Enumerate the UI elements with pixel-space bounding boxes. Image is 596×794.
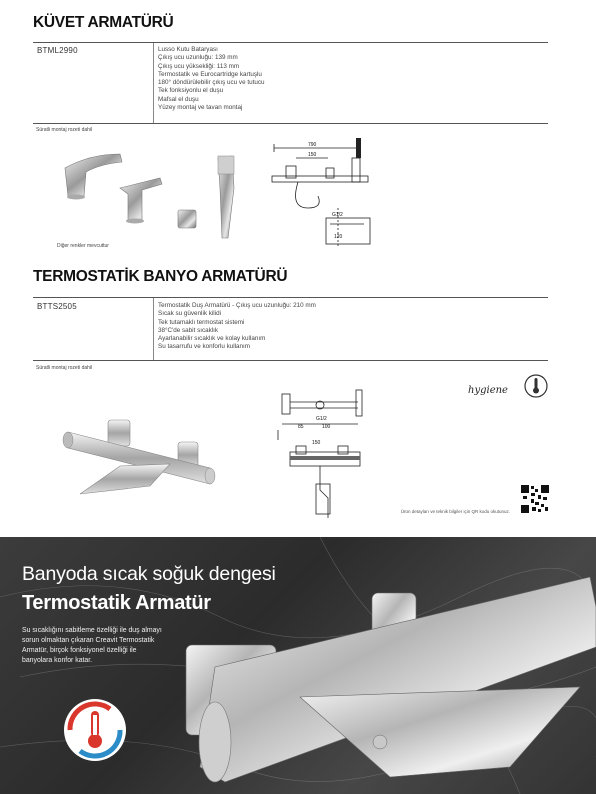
dimension-label: 85	[298, 424, 304, 430]
feature-list	[158, 302, 316, 352]
table-divider	[153, 43, 154, 123]
feature-item: Termostatik ve Eurocartridge kartuşlu	[158, 70, 262, 78]
section-title-thermostatic: TERMOSTATİK BANYO ARMATÜRÜ	[33, 268, 288, 285]
feature-item: Lusso Kutu Bataryası	[158, 46, 218, 53]
dimension-label: G1/2	[316, 416, 327, 422]
hot-cold-temperature-icon	[62, 697, 128, 763]
feature-item: 38°C'de sabit sıcaklık	[158, 326, 219, 334]
qr-caption: Ürün detayları ve teknik bilgiler için QR kodu okutunuz.	[400, 509, 510, 514]
feature-list	[158, 46, 264, 112]
dimension-label: 790	[308, 142, 317, 148]
dimension-label: 150	[312, 440, 321, 446]
feature-item: Çıkış ucu uzunluğu: 139 mm	[158, 54, 238, 62]
feature-item: Ayarlanabilir sıcaklık ve kolay kullanım	[158, 335, 266, 343]
technical-drawing-bath	[268, 138, 378, 256]
feature-item: Su tasarrufu ve konforlu kullanım	[158, 343, 251, 351]
other-colors-caption: Diğer renkler mevcuttur	[57, 243, 109, 249]
spec-table-thermostatic	[33, 297, 548, 361]
feature-item: Tek fonksiyonlu el duşu	[158, 87, 224, 95]
mounting-note: Süratli montaj rozeti dahil	[36, 127, 93, 133]
dimension-label: G1/2	[332, 212, 343, 218]
feature-item: 180° döndürülebilir çıkış ucu ve tutucu	[158, 79, 265, 87]
hero-title: Termostatik Armatür	[22, 592, 211, 614]
spec-table-bath	[33, 42, 548, 124]
feature-item: Termostatik Duş Armatürü - Çıkış ucu uzunluğu: 210 mm	[158, 302, 316, 309]
dimension-label: 100	[322, 424, 331, 430]
dimension-label: 120	[334, 234, 343, 240]
feature-item: Mafsal el duşu	[158, 95, 199, 103]
feature-item: Çıkış ucu yüksekliği: 113 mm	[158, 62, 240, 70]
hero-banner	[0, 537, 596, 794]
section-title-bath: KÜVET ARMATÜRÜ	[33, 14, 174, 31]
bath-faucet-set-image	[50, 148, 260, 248]
mounting-note: Süratli montaj rozeti dahil	[36, 365, 93, 371]
feature-item: Sıcak su güvenlik kilidi	[158, 310, 221, 318]
hero-subtitle: Banyoda sıcak soğuk dengesi	[22, 563, 276, 585]
dimension-label: 150	[308, 152, 317, 158]
qr-code[interactable]	[520, 484, 550, 514]
table-divider	[153, 298, 154, 360]
thermostatic-faucet-image	[60, 410, 220, 505]
hero-description: Su sıcaklığını sabitleme özelliği ile duş almayı sorun olmaktan çıkaran Creavit Termostatik Armatür, birçok fonksiyonel özelliği ile banyolara konfor katar.	[22, 627, 162, 664]
feature-item: Tek tutamaklı termostat sistemi	[158, 318, 245, 326]
technical-drawing-thermostatic	[272, 380, 372, 520]
thermometer-icon	[524, 373, 548, 399]
feature-item: Yüzey montaj ve tavan montaj	[158, 104, 243, 112]
product-code: BTML2990	[37, 46, 78, 55]
product-code: BTTS2505	[37, 302, 77, 311]
hygiene-badge: hygiene	[468, 385, 508, 396]
